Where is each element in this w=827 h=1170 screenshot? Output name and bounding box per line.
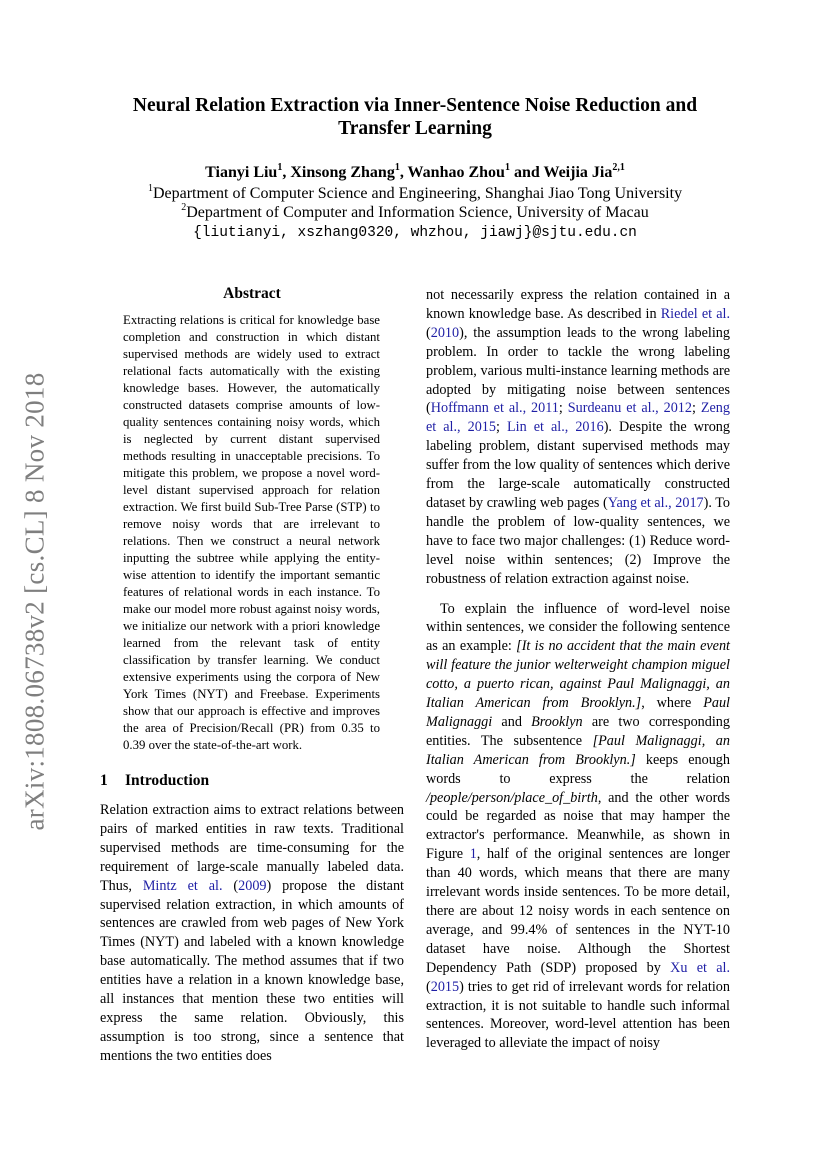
relation-label: /people/person/place_of_birth (426, 789, 598, 806)
arxiv-stamp-text: arXiv:1808.06738v2 [cs.CL] 8 Nov 2018 (19, 371, 50, 831)
body-text: , and the other words could be regarded as noise that may hamper the extractor's performance. Meanwhile, as shown in Figure (426, 789, 730, 863)
body-text: , half of the original sentences are longer than 40 words, which means that there are many irrelevant words inside sentences. To be more detail, there are about 12 noisy words in each sentence on average, and 99.4% of sentences in the NYT-10 dataset have noise. Although the Shortest Dependency Path (SDP) proposed by (426, 846, 731, 976)
body-text: ) propose the distant supervised relation extraction, in which amounts of sentences are crawled from web pages of New York Times (NYT) and labeled with a known knowledge base automatically. The method assumes that if two entities have a relation in a known knowledge base, all instances that mention these two entities will express the same relation. Obviously, this assumption is too strong, since a sentence that mentions the two entities does (100, 877, 404, 1064)
section-number: 1 (100, 772, 108, 789)
figure-reference-link[interactable]: 1 (469, 846, 477, 863)
author-name: Xinsong Zhang (290, 164, 395, 181)
body-text: Relation extraction aims to extract relations between pairs of marked entities in raw texts. Traditional supervised methods are time-consuming for the requirement of large-scale manually labeled data. Thus, (100, 802, 404, 894)
body-text: ). Despite the wrong labeling problem, distant supervised methods may suffer from the low quality of sentences which derive from the large-scale automatically constructed dataset by crawling web pages ( (426, 419, 730, 511)
author-affil-mark: 1 (504, 161, 510, 173)
citation-link[interactable]: Mintz et al. (142, 877, 223, 894)
entity-mention: Brooklyn (531, 713, 583, 730)
body-text: keeps enough words to express the relation (426, 751, 730, 787)
body-text: ; (558, 400, 568, 417)
citation-link[interactable]: 2009 (238, 877, 267, 894)
citation-link[interactable]: Surdeanu et al., 2012 (567, 400, 692, 417)
right-column-body (426, 286, 730, 1053)
body-text: ; (691, 400, 701, 417)
body-text: ( (426, 978, 431, 995)
section-title: Introduction (125, 772, 210, 789)
author-name: Wanhao Zhou (407, 164, 505, 181)
citation-link[interactable]: Xu et al. (670, 959, 730, 976)
author-affil-mark: 1 (394, 161, 400, 173)
author-conjunction: and (513, 164, 540, 181)
body-text: , where (641, 695, 704, 712)
entity-mention: Paul Malignaggi (426, 695, 730, 730)
author-affil-mark: 2,1 (612, 161, 625, 173)
author-affil-mark: 1 (277, 161, 283, 173)
affiliation-2 (100, 203, 730, 223)
example-sentence: [It is no accident that the main event will feature the junior welterweight champion miguel cotto, a puerto rican, against Paul Malignaggi, an Italian American from Brooklyn.] (426, 638, 730, 712)
body-text: To explain the influence of word-level noise within sentences, we consider the following sentence as an example: (426, 600, 730, 655)
author-list: Tianyi Liu$^1$, Xinsong Zhang$^1$, Wanhao Zhou$^1$ and Weijia Jia$^{2,1}$ (205, 161, 625, 181)
body-text: are two corresponding entities. The subsentence (426, 713, 730, 749)
citation-link[interactable]: Yang et al., 2017 (607, 494, 704, 511)
left-column-body (100, 801, 404, 1066)
author-name: Weijia Jia (543, 164, 613, 181)
paper-title: Neural Relation Extraction via Inner-Sentence Noise Reduction and Transfer Learning (132, 95, 698, 139)
body-text: ( (426, 324, 431, 341)
citation-link[interactable]: Zeng et al., 2015 (426, 400, 730, 436)
citation-link[interactable]: Hoffmann et al., 2011 (430, 400, 559, 417)
abstract-body (123, 312, 380, 754)
abstract-text: Extracting relations is critical for knowledge base completion and construction in which distant supervised methods are widely used to extract relational facts automatically with the existing knowledge bases. However, the automatically constructed datasets comprise amounts of low-quality sentences containing noisy words, which is neglected by current distant supervised methods resulting in unacceptable precisions. To mitigate this problem, we propose a novel word-level distant supervised approach for relation extraction. We first build Sub-Tree Parse (STP) to remove noisy words that are irrelevant to relations. Then we construct a neural network inputting the subtree while applying the entity-wise attention to identify the important semantic features of relational words in each instance. To make our model more robust against noisy words, we initialize our network with a priori knowledge learned from the relevant task of entity classification by transfer learning. We conduct extensive experiments using the corpora of New York Times (NYT) and Freebase. Experiments show that our approach is effective and improves the area of Precision/Recall (PR) from 0.35 to 0.39 over the state-of-the-art work. (123, 313, 380, 752)
body-text: ). To handle the problem of low-quality sentences, we have to face two major challenges: (1) Reduce word-level noise within sentences; (2) Improve the robustness of relation extraction against noise. (426, 494, 730, 587)
body-text: ) tries to get rid of irrelevant words for relation extraction, it is not suitable to handle such informal sentences. Moreover, word-level attention has been leveraged to alleviate the impact of noisy (426, 978, 730, 1052)
paragraph (100, 801, 404, 1066)
affil-mark: 2 (181, 201, 187, 213)
arxiv-side-stamp (10, 362, 60, 840)
paragraph (426, 600, 730, 1054)
paragraph (426, 286, 730, 589)
body-text: ), the assumption leads to the wrong labeling problem. In order to tackle the wrong labeling problem, various multi-instance learning methods are adopted by mitigating noise between sentences ( (426, 324, 730, 417)
affiliation-1 (100, 184, 730, 204)
citation-link[interactable]: 2015 (430, 978, 460, 995)
section-heading-introduction (100, 771, 404, 791)
citation-link[interactable]: Riedel et al. (660, 305, 731, 322)
subsentence-example: [Paul Malignaggi, an Italian American from Brooklyn.] (426, 732, 730, 768)
author-emails: {liutianyi, xszhang0320, whzhou, jiawj}@sjtu.edu.cn (193, 225, 637, 241)
body-text: ; (496, 419, 507, 436)
body-text: ( (222, 877, 239, 894)
affil-mark: 1 (147, 182, 153, 194)
citation-link[interactable]: Lin et al., 2016 (506, 419, 604, 436)
affiliation-text: Department of Computer Science and Engineering, Shanghai Jiao Tong University (152, 185, 683, 202)
abstract-heading: Abstract (223, 285, 281, 302)
body-text: not necessarily express the relation contained in a known knowledge base. As described in (426, 287, 730, 322)
body-text: and (492, 713, 532, 730)
citation-link[interactable]: 2010 (430, 324, 460, 341)
affiliation-text: Department of Computer and Information Science, University of Macau (186, 204, 649, 221)
author-name: Tianyi Liu (205, 164, 278, 181)
